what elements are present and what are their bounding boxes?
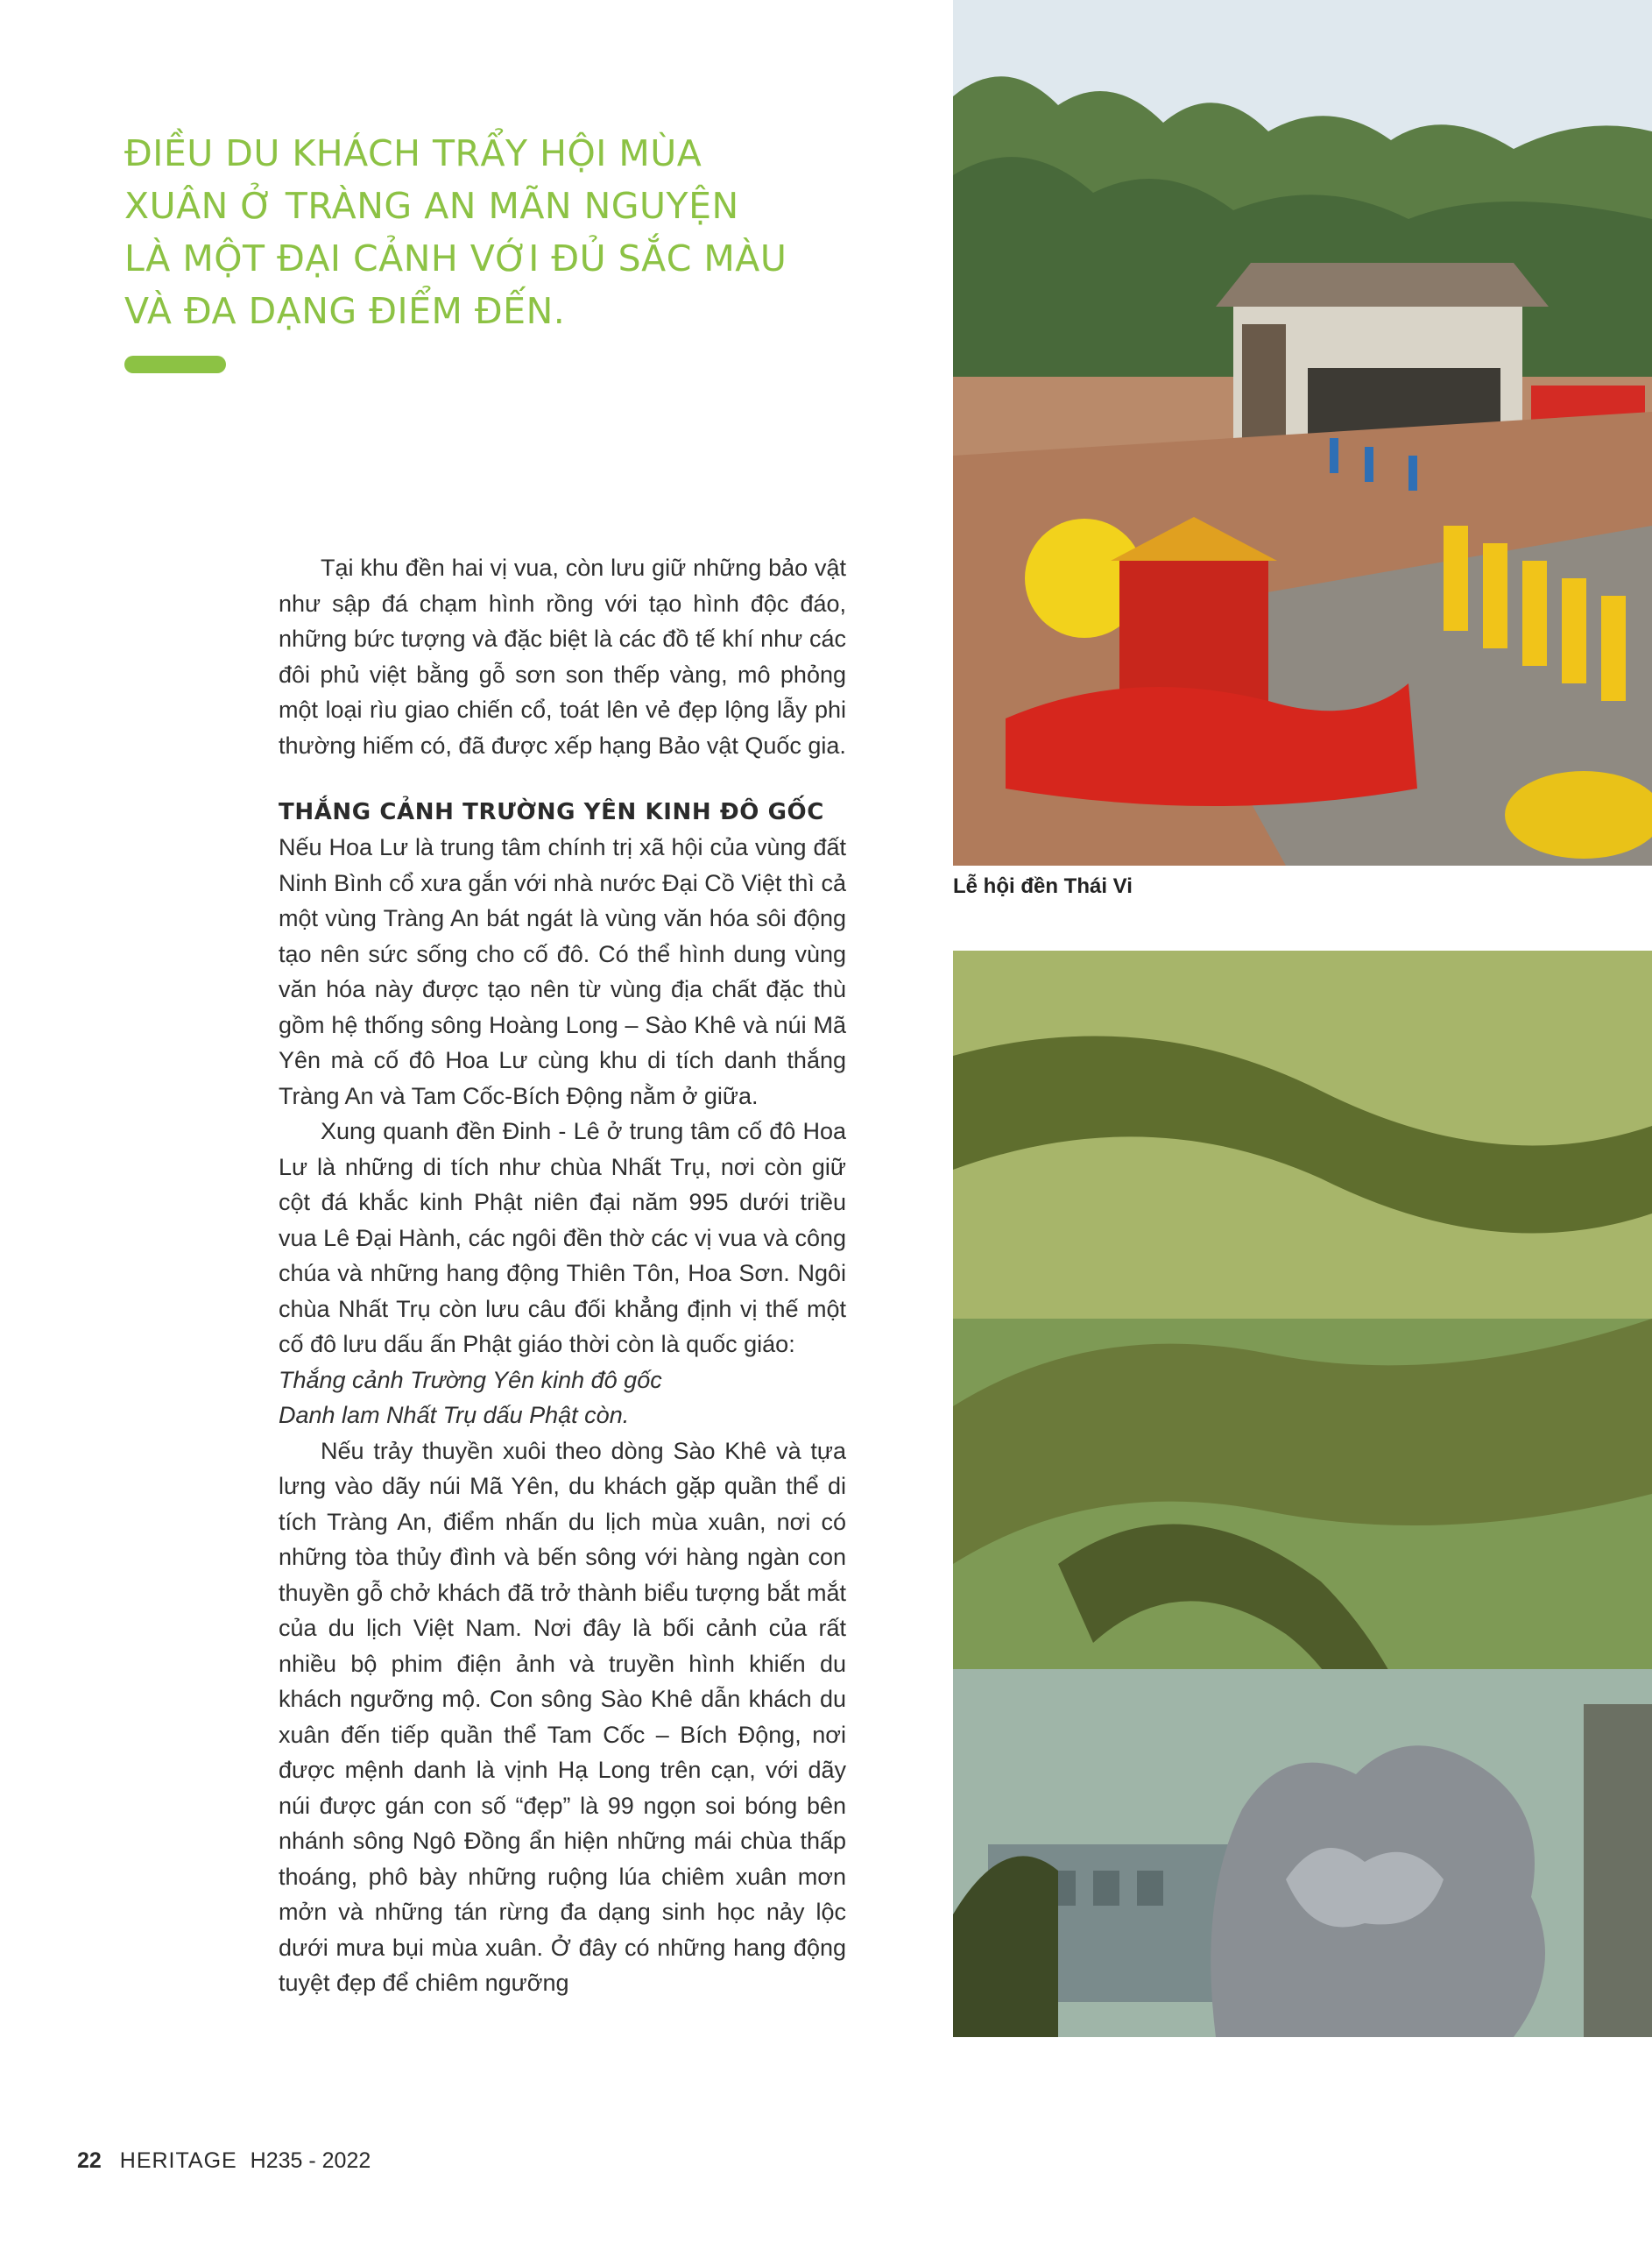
paragraph: Nếu Hoa Lư là trung tâm chính trị xã hội của vùng đất Ninh Bình cổ xưa gắn với nhà nước Đại Cồ Việt thì cả một vùng Tràng An bát ngát là vùng văn hóa sôi động tạo nên sức sống cho cố đô. Có thể hình dung vùng văn hóa này được tạo nên từ vùng địa chất đặc thù gồm hệ thống sông Hoàng Long – Sào Khê và núi Mã Yên mà cố đô Hoa Lư cùng khu di tích danh thắng Tràng An và Tam Cốc-Bích Động nằm ở giữa. [279,834,846,1109]
photo-caption: Lễ hội đền Thái Vi [953,874,1133,898]
section-heading: THẮNG CẢNH TRƯỜNG YÊN KINH ĐÔ GỐC [279,799,824,825]
intro-paragraph: Tại khu đền hai vị vua, còn lưu giữ những bảo vật như sập đá chạm hình rồng với tạo hình độc đáo, những bức tượng và đặc biệt là các đồ tế khí như các đôi phủ việt bằng gỗ sơn son thếp vàng, mô phỏng một loại rìu giao chiến cổ, toát lên vẻ đẹp lộng lẫy phi thường hiếm có, đã được xếp hạng Bảo vật Quốc gia. [279,555,846,759]
pull-quote-line: XUÂN Ở TRÀNG AN MÃN NGUYỆN [124,185,739,227]
accent-rule [124,356,226,373]
page-number: 22 [77,2148,102,2173]
verse-line: Danh lam Nhất Trụ dấu Phật còn. [279,1402,630,1428]
magazine-name: HERITAGE [119,2148,237,2173]
article-body [279,550,846,2001]
pull-quote-line: LÀ MỘT ĐẠI CẢNH VỚI ĐỦ SẮC MÀU [124,237,787,279]
festival-photo [953,0,1652,866]
pull-quote-line: VÀ ĐA DẠNG ĐIỂM ĐẾN. [124,290,566,332]
paragraph: Xung quanh đền Đinh - Lê ở trung tâm cố đô Hoa Lư là những di tích như chùa Nhất Trụ, nơi còn giữ cột đá khắc kinh Phật niên đại năm 995 dưới triều vua Lê Đại Hành, các ngôi đền thờ các vị vua và công chúa và những hang động Thiên Tôn, Hoa Sơn. Ngôi chùa Nhất Trụ còn lưu câu đối khẳng định vị thế một cố đô lưu dấu ấn Phật giáo thời còn là quốc giáo: [279,1118,846,1357]
issue-number: H235 - 2022 [250,2148,371,2173]
paragraph: Nếu trảy thuyền xuôi theo dòng Sào Khê và tựa lưng vào dãy núi Mã Yên, du khách gặp quần thể di tích Tràng An, điểm nhấn du lịch mùa xuân, nơi có những tòa thủy đình và bến sông với hàng ngàn con thuyền gỗ chở khách đã trở thành biểu tượng bắt mắt của du lịch Việt Nam. Nơi đây là bối cảnh của rất nhiều bộ phim điện ảnh và truyền hình khiến du khách ngưỡng mộ. Con sông Sào Khê dẫn khách du xuân đến tiếp quần thể Tam Cốc – Bích Động, nơi được mệnh danh là vịnh Hạ Long trên cạn, với dãy núi được gán con số “đẹp” là 99 ngọn soi bóng bên nhánh sông Ngô Đồng ẩn hiện những mái chùa thấp thoáng, phô bày những ruộng lúa chiêm xuân mơn mởn và những tán rừng đa dạng sinh học nảy lộc dưới mưa bụi mùa xuân. Ở đây có những hang động tuyệt đẹp để chiêm ngưỡng [279,1437,846,1996]
tree-photo [953,951,1652,2037]
pull-quote-line: ĐIỀU DU KHÁCH TRẨY HỘI MÙA [124,132,702,174]
verse-line: Thắng cảnh Trường Yên kinh đô gốc [279,1366,662,1393]
pull-quote [124,127,790,337]
page-footer [77,2148,371,2174]
